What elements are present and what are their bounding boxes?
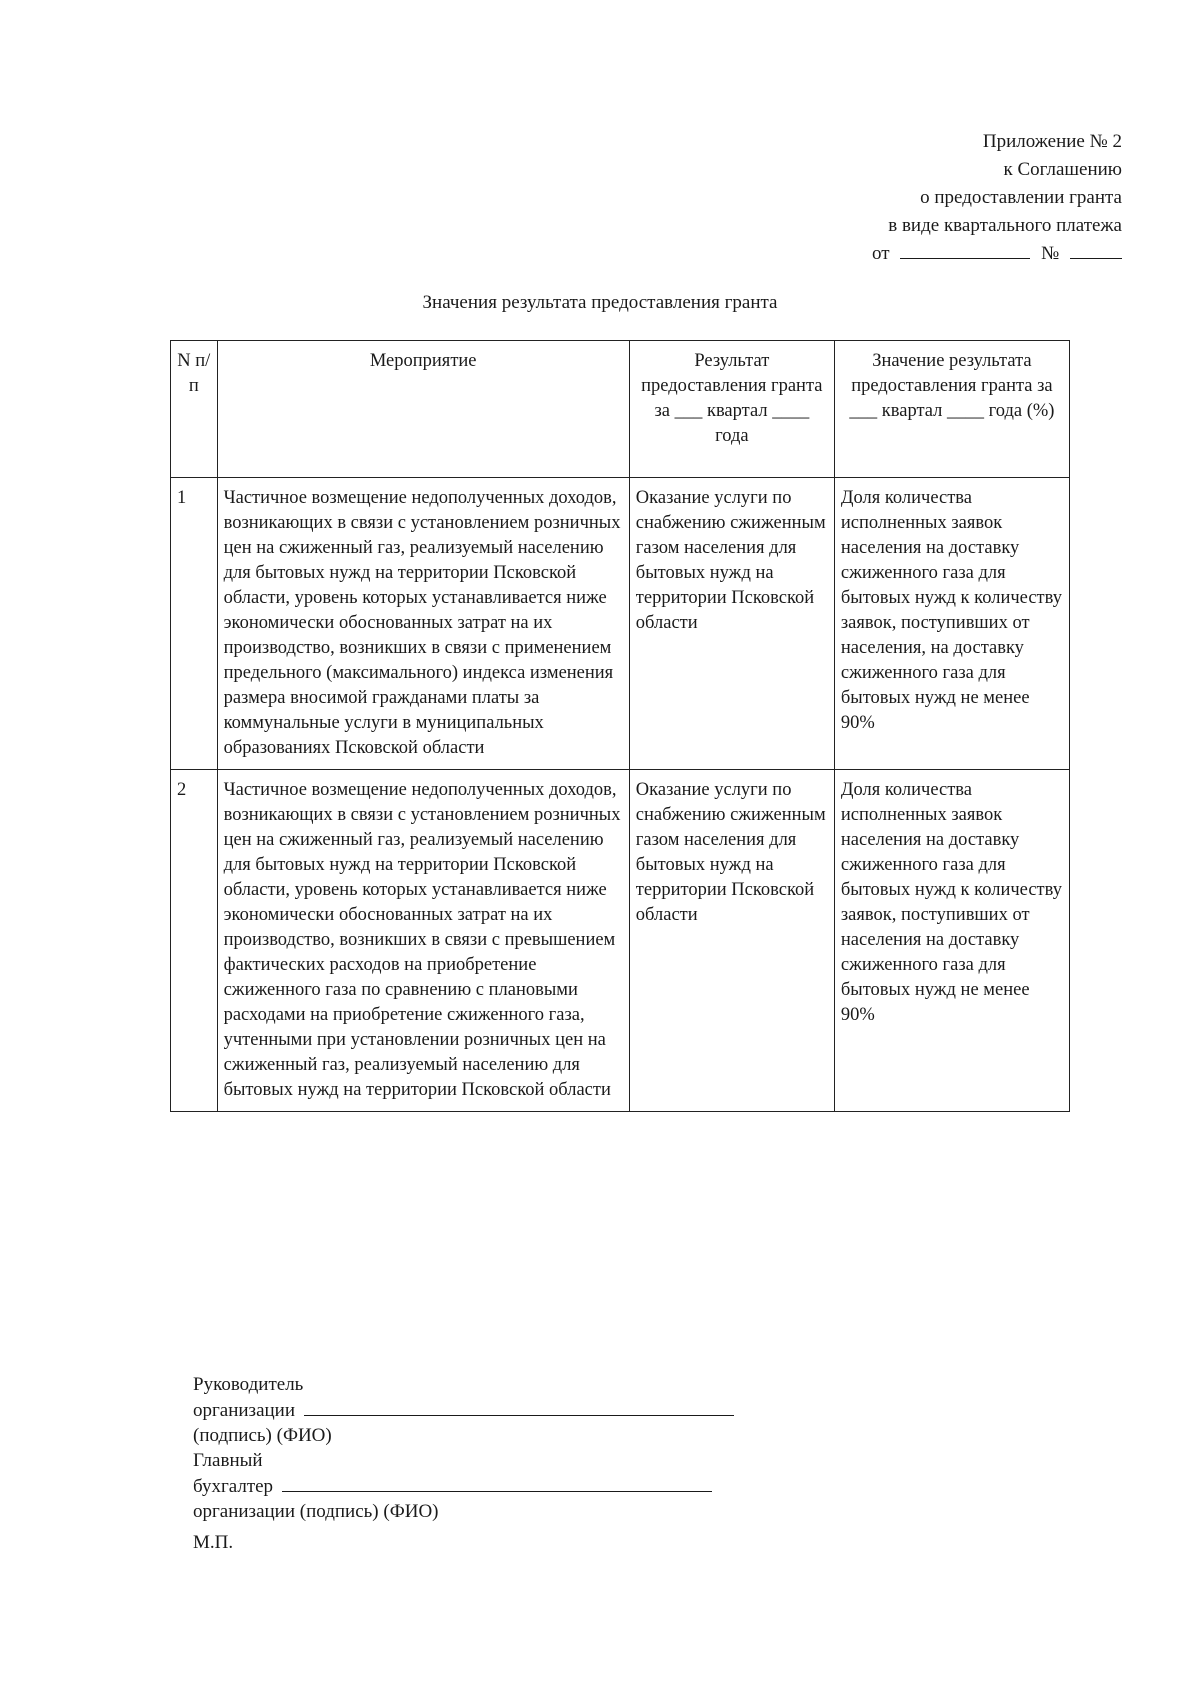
stamp-place: М.П. — [193, 1532, 234, 1553]
row-value: Доля количества исполненных заявок населения на доставку сжиженного газа для бытовых нужд к количеству заявок, поступивших от населения на доставку сжиженного газа для бытовых нужд не менее 90% — [834, 770, 1069, 1112]
row-value: Доля количества исполненных заявок населения на доставку сжиженного газа для бытовых нужд к количеству заявок, поступивших от населения, на доставку сжиженного газа для бытовых нужд не менее 90% — [834, 478, 1069, 770]
head-org-label: организации — [193, 1400, 296, 1421]
signature-block — [193, 1372, 734, 1524]
date-blank — [900, 240, 1030, 259]
appendix-subject: о предоставлении гранта — [920, 187, 1122, 208]
results-table — [170, 340, 1070, 1112]
row-num: 2 — [171, 770, 218, 1112]
date-label: от — [872, 243, 890, 264]
accountant-signature-line — [282, 1473, 712, 1492]
table-row — [171, 478, 1070, 770]
appendix-date-number — [702, 240, 1122, 268]
header-event: Мероприятие — [217, 341, 629, 478]
appendix-number: Приложение № 2 — [982, 131, 1122, 152]
head-title: Руководитель — [193, 1374, 304, 1395]
row-result: Оказание услуги по снабжению сжиженным газом населения для бытовых нужд на территории Псковской области — [629, 770, 834, 1112]
appendix-agreement: к Соглашению — [1003, 159, 1122, 180]
row-event: Частичное возмещение недополученных доходов, возникающих в связи с установлением розничных цен на сжиженный газ, реализуемый населению для бытовых нужд на территории Псковской области, уровень которых устанавливается ниже экономически обоснованных затрат на их производство, возникших в связи с превышением фактических расходов на приобретение сжиженного газа по сравнению с плановыми расходами на приобретение сжиженного газа, учтенными при установлении розничных цен на сжиженный газ, реализуемый населению для бытовых нужд на территории Псковской области — [217, 770, 629, 1112]
accountant-title: Главный — [193, 1450, 263, 1471]
row-result: Оказание услуги по снабжению сжиженным газом населения для бытовых нужд на территории Псковской области — [629, 478, 834, 770]
row-num: 1 — [171, 478, 218, 770]
appendix-payment-type: в виде квартального платежа — [888, 215, 1122, 236]
accountant-line — [193, 1473, 734, 1499]
head-org-line — [193, 1397, 734, 1423]
head-signature-caption: (подпись) (ФИО) — [193, 1425, 332, 1446]
appendix-header — [702, 128, 1122, 268]
document-title: Значения результата предоставления гранта — [422, 292, 778, 313]
accountant-label: бухгалтер — [193, 1476, 274, 1497]
number-blank — [1070, 240, 1122, 259]
row-event: Частичное возмещение недополученных доходов, возникающих в связи с установлением розничных цен на сжиженный газ, реализуемый населению для бытовых нужд на территории Псковской области, уровень которых устанавливается ниже экономически обоснованных затрат на их производство, возникших в связи с применением предельного (максимального) индекса изменения размера вносимой гражданами платы за коммунальные услуги в муниципальных образованиях Псковской области — [217, 478, 629, 770]
head-signature-line — [304, 1397, 734, 1416]
header-value: Значение результата предоставления гранта за ___ квартал ____ года (%) — [834, 341, 1069, 478]
table-row — [171, 770, 1070, 1112]
accountant-signature-caption: организации (подпись) (ФИО) — [193, 1501, 439, 1522]
header-result: Результат предоставления гранта за ___ квартал ____ года — [629, 341, 834, 478]
table-header-row — [171, 341, 1070, 478]
number-label: № — [1041, 243, 1060, 264]
header-num: N п/п — [171, 341, 218, 478]
